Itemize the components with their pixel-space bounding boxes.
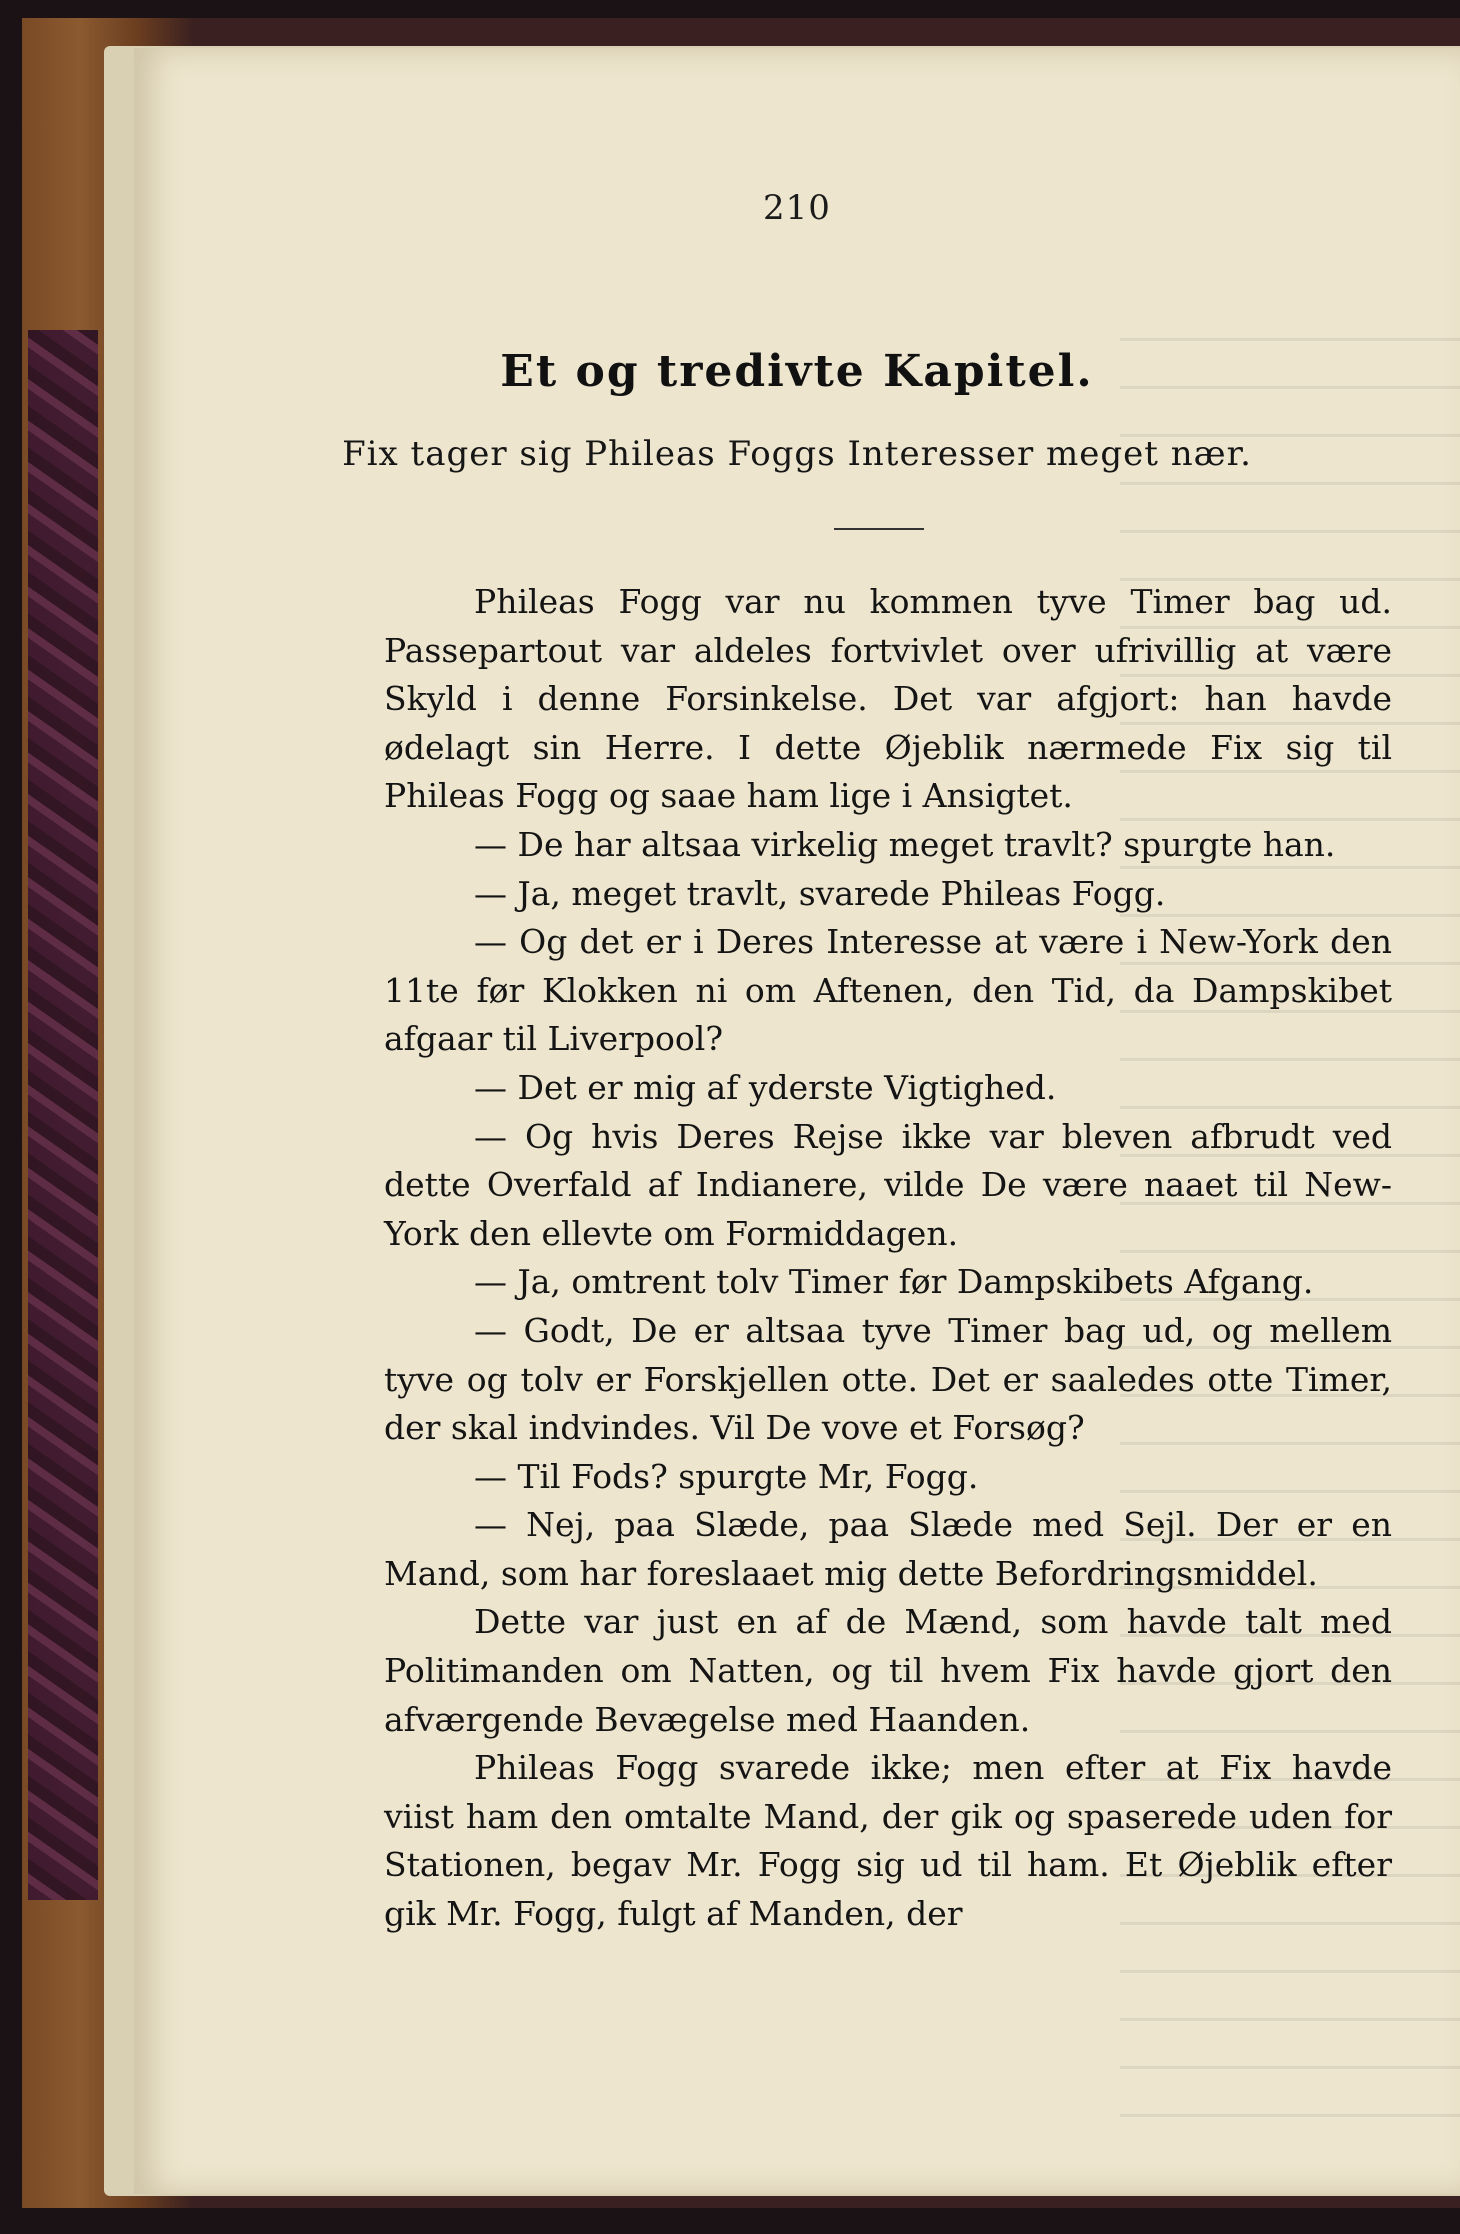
dialogue-paragraph: — Og hvis Deres Rejse ikke var bleven afbrudt ved dette Overfald af Indianere, vilde De være naaet til New-York den ellevte om Formiddagen. xyxy=(384,1116,1392,1253)
dialogue-paragraph: — Godt, De er altsaa tyve Timer bag ud, og mellem tyve og tolv er Forskjellen otte. Det er saaledes otte Timer, der skal indvindes. Vil De vove et Forsøg? xyxy=(384,1310,1392,1448)
paragraph: Phileas Fogg var nu kommen tyve Timer bag ud. Passepartout var aldeles fortvivlet over ufrivillig at være Skyld i denne Forsinkelse. Det var afgjort: han havde ødelagt sin Herre. I dette Øjeblik nærmede Fix sig til Phileas Fogg og saae ham lige i Ansigtet. xyxy=(384,582,1392,816)
marbled-binding xyxy=(28,330,98,1900)
paragraph: Phileas Fogg svarede ikke; men efter at Fix havde viist ham den omtalte Mand, der gik og spaserede uden for Stationen, begav Mr. Fogg sig ud til ham. Et Øjeblik efter gik Mr. Fogg, fulgt af Manden, der xyxy=(384,1748,1392,1934)
dialogue-paragraph: — Nej, paa Slæde, paa Slæde med Sejl. Der er en Mand, som har foreslaaet mig dette Befordringsmiddel. xyxy=(384,1505,1392,1593)
dialogue-paragraph: — Til Fods? spurgte Mr, Fogg. xyxy=(474,1456,979,1496)
dialogue-paragraph: — Og det er i Deres Interesse at være i New-York den 11te før Klokken ni om Aftenen, den Tid, da Dampskibet afgaar til Liverpool? xyxy=(384,922,1392,1059)
page-number: 210 xyxy=(763,188,831,228)
paragraph: Dette var just en af de Mænd, som havde talt med Politimanden om Natten, og til hvem Fix havde gjort den afværgende Bevægelse med Haanden. xyxy=(384,1602,1392,1739)
dialogue-paragraph: — De har altsaa virkelig meget travlt? spurgte han. xyxy=(474,824,1336,864)
chapter-subtitle: Fix tager sig Phileas Foggs Interesser meget nær. xyxy=(342,434,1252,474)
separator-rule xyxy=(834,528,924,530)
dialogue-paragraph: — Ja, meget travlt, svarede Phileas Fogg. xyxy=(474,873,1166,913)
dialogue-paragraph: — Det er mig af yderste Vigtighed. xyxy=(474,1067,1057,1107)
body-text xyxy=(384,578,1392,1939)
chapter-title: Et og tredivte Kapitel. xyxy=(500,346,1094,397)
dialogue-paragraph: — Ja, omtrent tolv Timer før Dampskibets Afgang. xyxy=(474,1262,1314,1302)
